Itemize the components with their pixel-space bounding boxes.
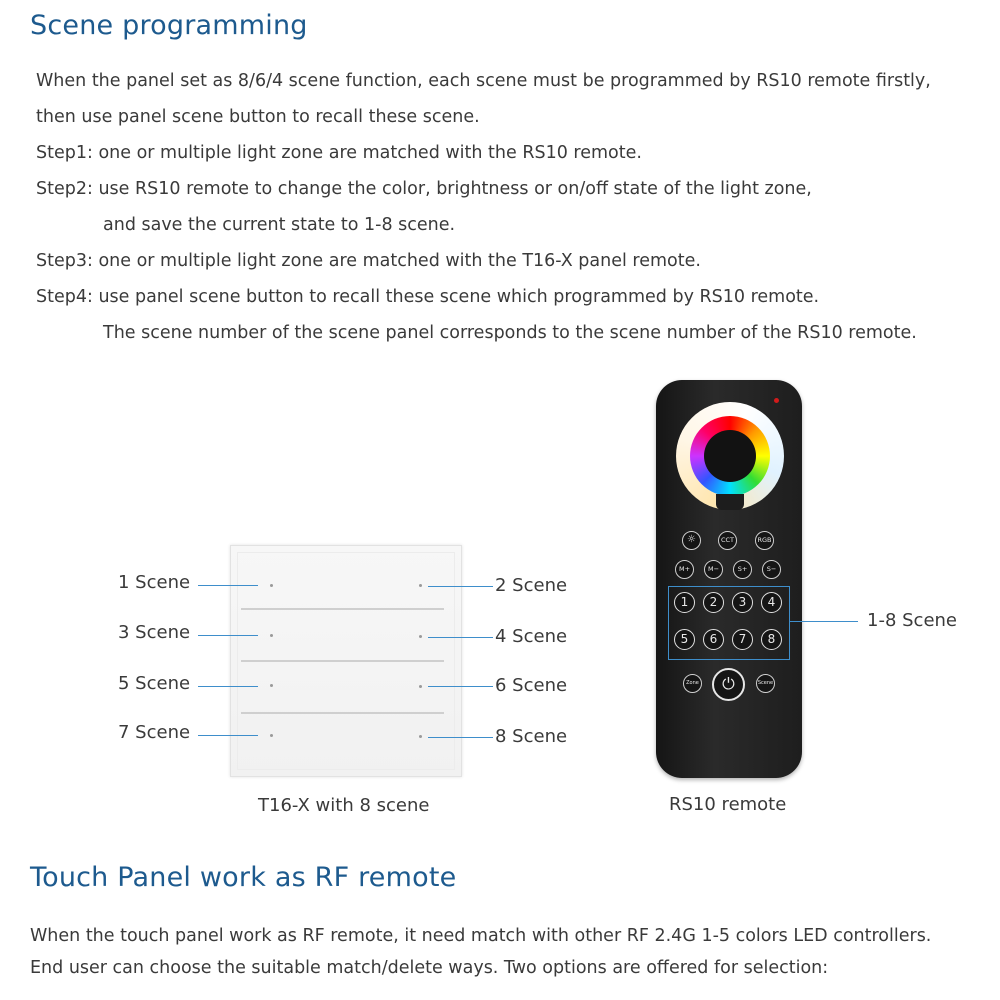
scene-1-button: 1 <box>674 592 695 613</box>
label-7-scene: 7 Scene <box>118 722 191 743</box>
leader-line <box>198 635 258 636</box>
scene-3-button: 3 <box>732 592 753 613</box>
scene-2-button: 2 <box>703 592 724 613</box>
speed-minus-button: S− <box>762 560 781 579</box>
panel-divider <box>241 608 444 610</box>
section-title-scene-programming: Scene programming <box>30 10 308 41</box>
label-5-scene: 5 Scene <box>118 673 191 694</box>
scene-6-button: 6 <box>703 629 724 650</box>
step4-text: Step4: use panel scene button to recall these scene which programmed by RS10 remote. <box>36 287 820 307</box>
body-line: End user can choose the suitable match/delete ways. Two options are offered for selection: <box>30 958 829 978</box>
panel-divider <box>241 712 444 714</box>
leader-line <box>428 637 493 638</box>
scene-4-point <box>419 635 422 638</box>
panel-caption: T16-X with 8 scene <box>258 795 430 816</box>
wheel-center <box>704 430 756 482</box>
indicator-led <box>774 398 779 403</box>
power-icon: ⏻ <box>712 668 745 701</box>
step3-text: Step3: one or multiple light zone are matched with the T16-X panel remote. <box>36 251 701 271</box>
scene-5-button: 5 <box>674 629 695 650</box>
scene-6-point <box>419 685 422 688</box>
color-wheel <box>676 402 784 510</box>
scene-7-point <box>270 734 273 737</box>
callout-line <box>790 621 858 622</box>
body-line: then use panel scene button to recall these scene. <box>36 107 480 127</box>
scene-buttons-highlight <box>668 586 790 660</box>
leader-line <box>198 735 258 736</box>
leader-line <box>198 686 258 687</box>
rgb-button: RGB <box>755 531 774 550</box>
scene-4-button: 4 <box>761 592 782 613</box>
leader-line <box>428 686 493 687</box>
scene-2-point <box>419 584 422 587</box>
remote-caption: RS10 remote <box>669 794 787 815</box>
leader-line <box>428 586 493 587</box>
callout-1-8-scene: 1-8 Scene <box>867 610 957 631</box>
step4-text-cont: The scene number of the scene panel corresponds to the scene number of the RS10 remote. <box>103 323 917 343</box>
leader-line <box>428 737 493 738</box>
scene-programming-body <box>36 63 931 351</box>
cct-button: CCT <box>718 531 737 550</box>
zone-button: Zone <box>683 674 702 693</box>
section-title-touch-panel-rf: Touch Panel work as RF remote <box>30 862 457 893</box>
scene-8-point <box>419 735 422 738</box>
body-line: When the touch panel work as RF remote, it need match with other RF 2.4G 1-5 colors LED controllers. <box>30 926 932 946</box>
brightness-icon: ☼ <box>682 531 701 550</box>
label-1-scene: 1 Scene <box>118 572 191 593</box>
scene-7-button: 7 <box>732 629 753 650</box>
scene-1-point <box>270 584 273 587</box>
mode-plus-button: M+ <box>675 560 694 579</box>
mode-minus-button: M− <box>704 560 723 579</box>
step1-text: Step1: one or multiple light zone are matched with the RS10 remote. <box>36 143 642 163</box>
step2-text-cont: and save the current state to 1-8 scene. <box>103 215 456 235</box>
scene-3-point <box>270 634 273 637</box>
wheel-notch <box>716 494 744 510</box>
label-3-scene: 3 Scene <box>118 622 191 643</box>
speed-plus-button: S+ <box>733 560 752 579</box>
label-8-scene: 8 Scene <box>495 726 568 747</box>
label-4-scene: 4 Scene <box>495 626 568 647</box>
rs10-remote-image <box>656 380 802 778</box>
leader-line <box>198 585 258 586</box>
scene-save-button: Scene <box>756 674 775 693</box>
touch-panel-rf-body <box>30 920 931 984</box>
body-line: When the panel set as 8/6/4 scene function, each scene must be programmed by RS10 remote firstly, <box>36 71 931 91</box>
label-6-scene: 6 Scene <box>495 675 568 696</box>
label-2-scene: 2 Scene <box>495 575 568 596</box>
scene-5-point <box>270 684 273 687</box>
step2-text: Step2: use RS10 remote to change the color, brightness or on/off state of the light zone, <box>36 179 812 199</box>
scene-8-button: 8 <box>761 629 782 650</box>
t16x-panel-image <box>230 545 462 777</box>
panel-divider <box>241 660 444 662</box>
